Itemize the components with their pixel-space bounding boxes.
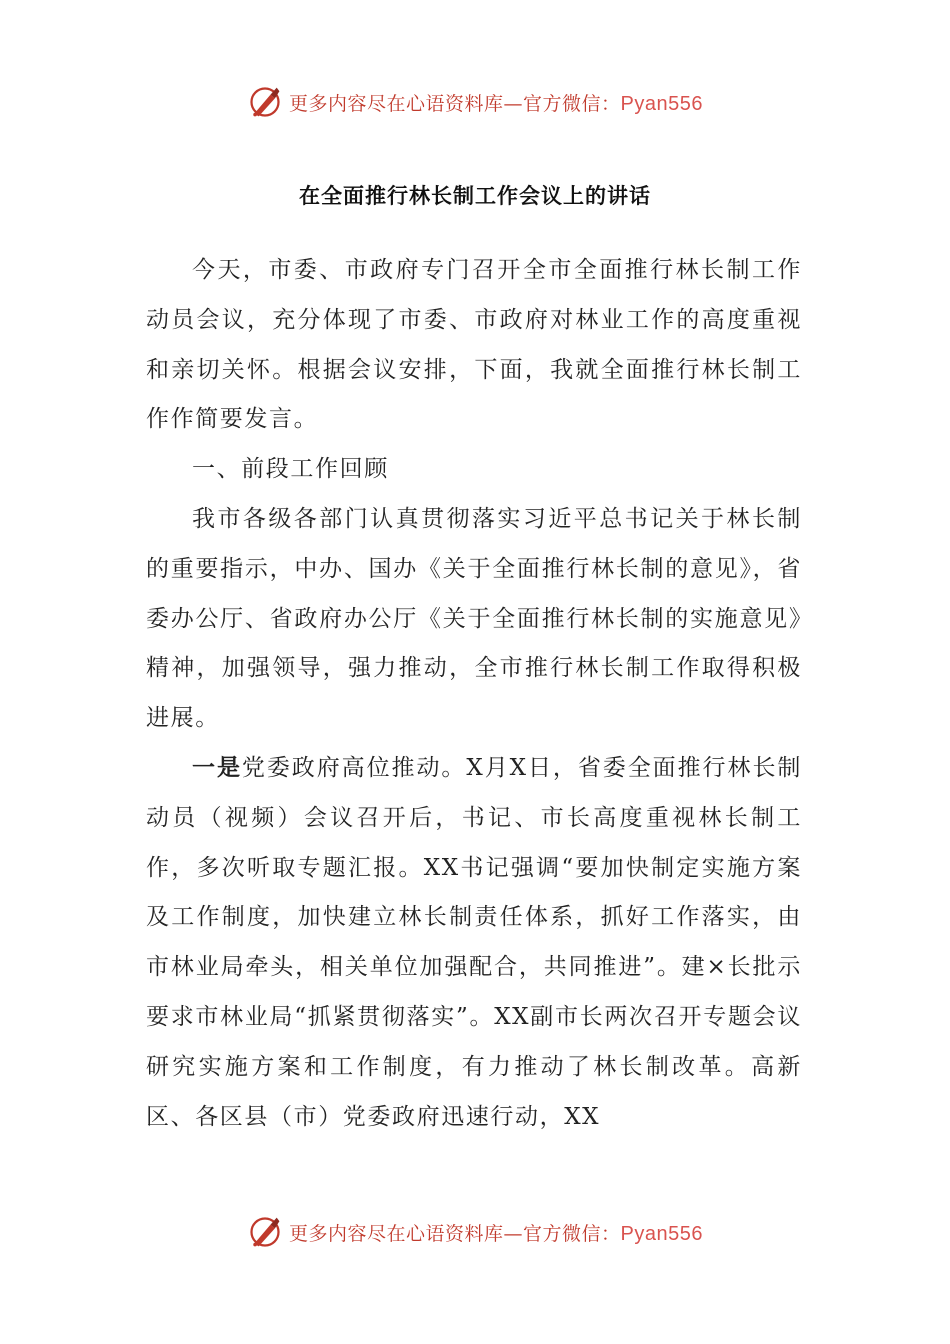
paragraph-intro: 今天，市委、市政府专门召开全市全面推行林长制工作动员会议，充分体现了市委、市政府对林业工作的高度重视和亲切关怀。根据会议安排，下面，我就全面推行林长制工作作简要发言。 (146, 257, 802, 433)
banner-wechat-label: 官方微信： (523, 1222, 621, 1245)
banner-text (289, 1219, 703, 1246)
banner-dash: — (503, 92, 524, 115)
section-heading: 一、前段工作回顾 (192, 456, 389, 483)
banner-wechat-label: 官方微信： (523, 92, 621, 115)
footer-banner (0, 1212, 950, 1252)
banner-lead: 更多内容尽在心语资料库 (289, 92, 504, 115)
banner-wechat-id: Pyan556 (620, 1222, 703, 1245)
banner-lead: 更多内容尽在心语资料库 (289, 1222, 504, 1245)
banner-dash: — (503, 1222, 524, 1245)
document-body (146, 246, 802, 1142)
header-banner (0, 82, 950, 122)
paragraph-review: 我市各级各部门认真贯彻落实习近平总书记关于林长制的重要指示，中办、国办《关于全面推行林长制的意见》，省委办公厅、省政府办公厅《关于全面推行林长制的实施意见》精神，加强领导，强力推动，全市推行林长制工作取得积极进展。 (146, 505, 802, 732)
pen-logo-icon (247, 1214, 283, 1250)
banner-text (289, 89, 703, 116)
point-one-text: 党委政府高位推动。X月X日，省委全面推行林长制动员（视频）会议召开后，书记、市长高度重视林长制工作，多次听取专题汇报。XX书记强调“要加快制定实施方案及工作制度，加快建立林长制责任体系，抓好工作落实，由市林业局牵头，相关单位加强配合，共同推进”。建×长批示要求市林业局“抓紧贯彻落实”。XX副市长两次召开专题会议研究实施方案和工作制度，有力推动了林长制改革。高新区、各区县（市）党委政府迅速行动，XX (146, 754, 802, 1130)
paragraph-point-one (146, 744, 802, 1142)
point-one-lead: 一是 (192, 754, 242, 781)
document-title: 在全面推行林长制工作会议上的讲话 (299, 184, 651, 208)
banner-wechat-id: Pyan556 (620, 92, 703, 115)
pen-logo-icon (247, 84, 283, 120)
